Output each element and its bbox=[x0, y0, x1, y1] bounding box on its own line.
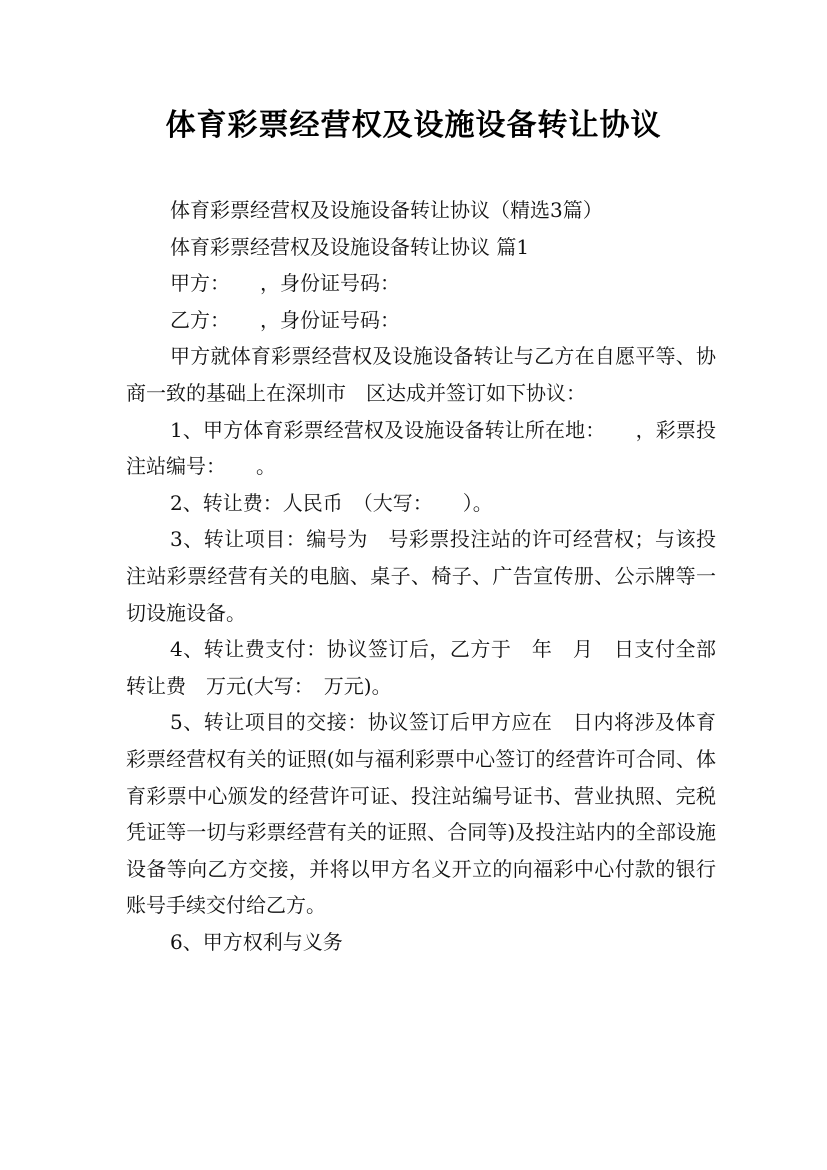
clause-6-heading: 6、甲方权利与义务 bbox=[170, 929, 343, 954]
paragraph-collection-title: 体育彩票经营权及设施设备转让协议（精选3篇） bbox=[170, 198, 603, 222]
document-title: 体育彩票经营权及设施设备转让协议 bbox=[165, 108, 662, 143]
paragraph-party-a: 甲方： ，身份证号码： bbox=[170, 271, 400, 296]
clause-4-payment: 4、转让费支付：协议签订后，乙方于 年 月 日支付全部转让费 万元(大写： 万元)。 bbox=[126, 637, 716, 698]
paragraph-preamble: 甲方就体育彩票经营权及设施设备转让与乙方在自愿平等、协商一致的基础上在深圳市 区达成并签订如下协议： bbox=[126, 344, 716, 405]
clause-5-handover: 5、转让项目的交接：协议签订后甲方应在 日内将涉及体育彩票经营权有关的证照(如与福利彩票中心签订的经营许可合同、体育彩票中心颁发的经营许可证、投注站编号证书、营业执照、完税凭证等一切与彩票经营有关的证照、合同等)及投注站内的全部设施设备等向乙方交接，并将以甲方名义开立的向福彩中心付款的银行账号手续交付给乙方。 bbox=[126, 710, 716, 918]
clause-1-location: 1、甲方体育彩票经营权及设施设备转让所在地： ，彩票投注站编号： 。 bbox=[126, 417, 716, 479]
paragraph-party-b: 乙方： ，身份证号码： bbox=[170, 307, 400, 332]
clause-3-items: 3、转让项目：编号为 号彩票投注站的许可经营权；与该投注站彩票经营有关的电脑、桌子、椅子、广告宣传册、公示牌等一切设施设备。 bbox=[126, 527, 716, 625]
paragraph-article-heading: 体育彩票经营权及设施设备转让协议 篇1 bbox=[170, 234, 530, 259]
document-body bbox=[126, 192, 716, 960]
clause-2-fee: 2、转让费：人民币 （大写： ）。 bbox=[170, 490, 493, 515]
